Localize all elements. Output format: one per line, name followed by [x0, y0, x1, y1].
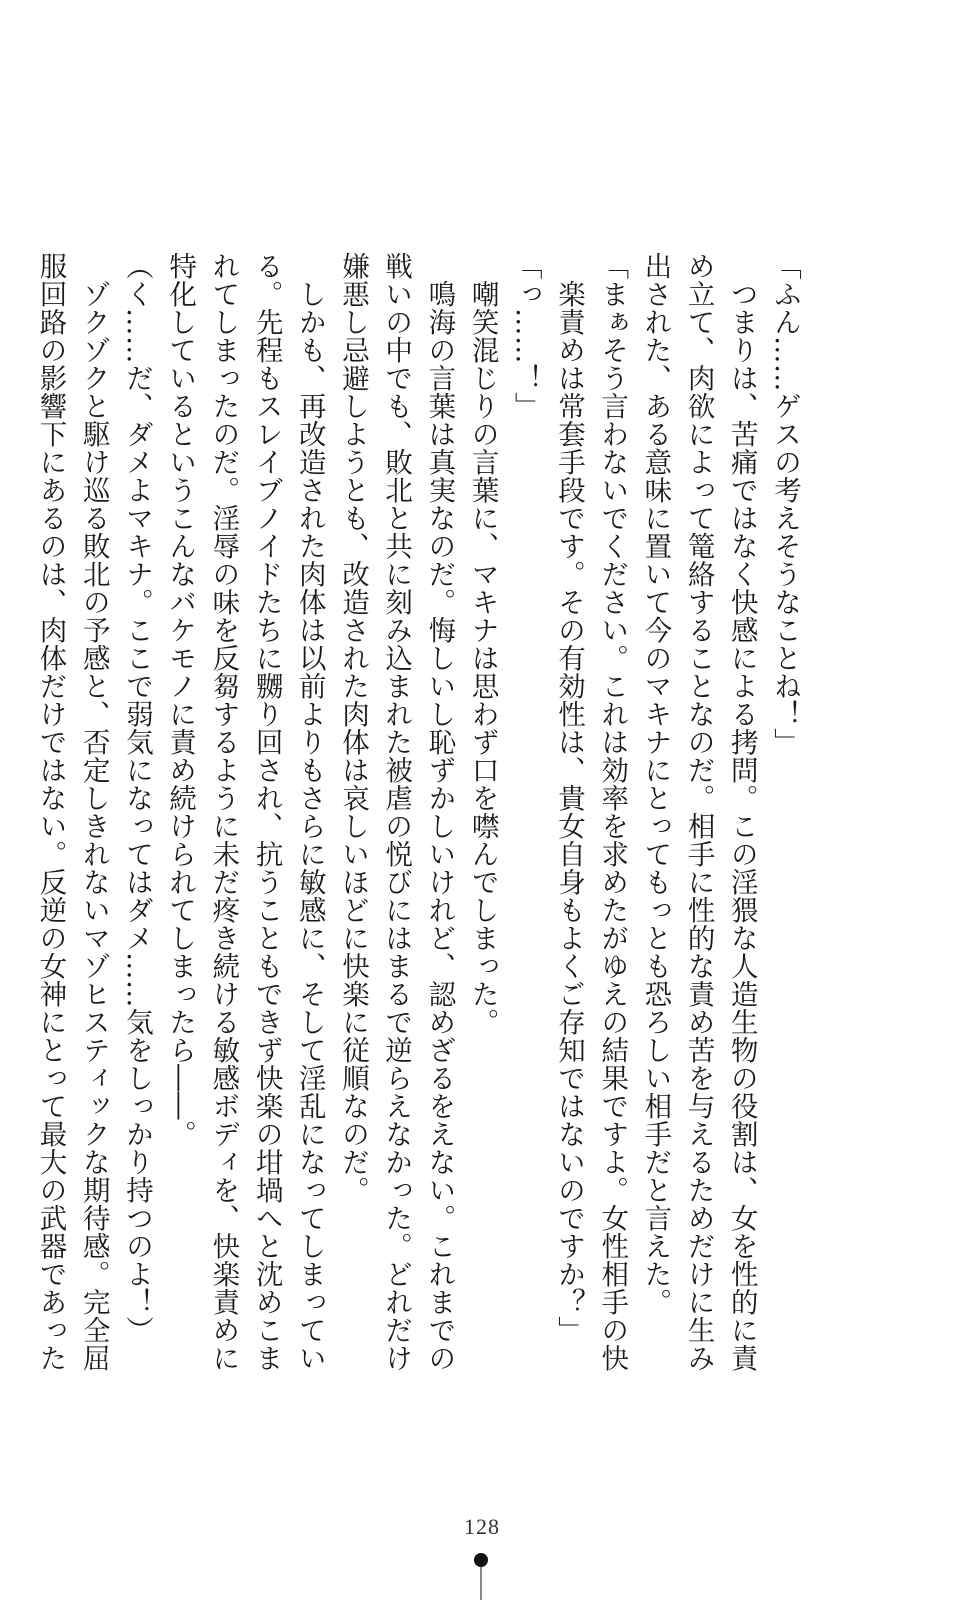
- text-line: 「ふん……ゲスの考えそうなことね！」: [769, 252, 801, 756]
- text-line: め立て、肉欲によって篭絡することなのだ。相手に性的な責め苦を与えるためだけに生み: [682, 252, 715, 1372]
- text-line: 特化しているというこんなバケモノに責め続けられてしまったら――。: [164, 252, 197, 1148]
- text-line: 出された、ある意味に置いて今のマキナにとってもっとも恐ろしい相手だと言えた。: [639, 252, 672, 1316]
- page-marker-line: [480, 1567, 482, 1600]
- text-line: 嫌悪し忌避しようとも、改造された肉体は哀しいほどに快楽に従順なのだ。: [336, 252, 369, 1204]
- text-line: 「っ……！」: [509, 252, 542, 420]
- text-line: 嘲笑混じりの言葉に、マキナは思わず口を噤んでしまった。: [466, 280, 499, 1036]
- text-line: 楽責めは常套手段です。その有効性は、貴女自身もよくご存知ではないのですか？」: [552, 280, 585, 1344]
- text-line: （く……だ、ダメよマキナ。ここで弱気になってはダメ……気をしっかり持つのよ！）: [120, 252, 153, 1344]
- text-line: しかも、再改造された肉体は以前よりもさらに敏感に、そして淫乱になってしまってい: [293, 280, 326, 1372]
- text-line: れてしまったのだ。淫辱の味を反芻するように未だ疼き続ける敏感ボディを、快楽責めに: [207, 252, 240, 1372]
- text-line: つまりは、苦痛ではなく快感による拷問。この淫猥な人造生物の役割は、女を性的に責: [725, 280, 758, 1372]
- page-number: 128: [464, 1514, 500, 1539]
- page-marker-dot: [474, 1553, 488, 1567]
- text-line: 鳴海の言葉は真実なのだ。悔しいし恥ずかしいけれど、認めざるをえない。これまでの: [423, 280, 456, 1372]
- text-line: る。先程もスレイブノイドたちに嬲り回され、抗うこともできず快楽の坩堝へと沈めこま: [250, 252, 283, 1372]
- body-text: [34, 252, 806, 1372]
- text-line: ゾクゾクと駆け巡る敗北の予感と、否定しきれないマゾヒスティックな期待感。完全屈: [77, 280, 110, 1372]
- text-line: 戦いの中でも、敗北と共に刻み込まれた被虐の悦びにはまるで逆らえなかった。どれだけ: [380, 252, 413, 1372]
- text-line: 服回路の影響下にあるのは、肉体だけではない。反逆の女神にとって最大の武器であった: [34, 252, 67, 1372]
- text-line: 「まぁそう言わないでください。これは効率を求めたがゆえの結果ですよ。女性相手の快: [596, 252, 629, 1372]
